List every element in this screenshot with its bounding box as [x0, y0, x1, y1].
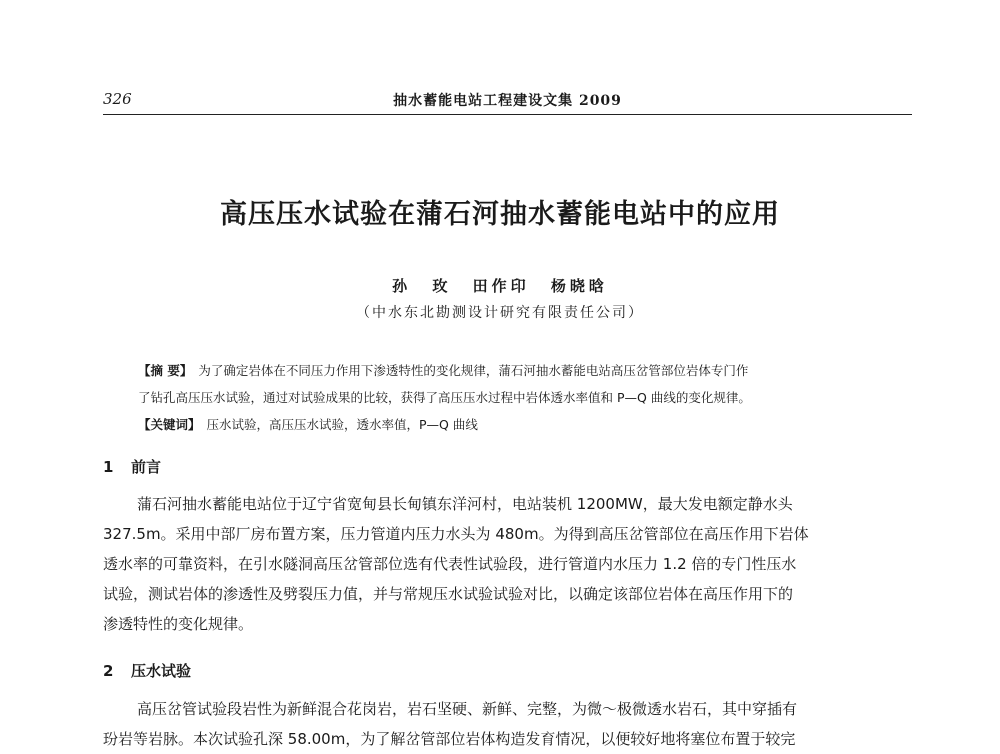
paragraph-line: 327.5m。采用中部厂房布置方案，压力管道内压力水头为 480m。为得到高压岔管部位在高压作用下岩体: [103, 525, 809, 543]
section-title: 压水试验: [131, 662, 192, 680]
article-authors: 孙 玫 田作印 杨晓晗: [392, 277, 608, 295]
paragraph-line: 蒲石河抽水蓄能电站位于辽宁省宽甸县长甸镇东洋河村，电站装机 1200MW，最大发电额定静水头: [137, 495, 793, 513]
page-number: 326: [103, 90, 132, 108]
section-paragraph-introduction: [103, 489, 915, 639]
section-title: 前言: [131, 458, 162, 476]
abstract-block: [138, 357, 898, 438]
section-number: 2: [103, 662, 114, 680]
running-header: [103, 88, 912, 115]
abstract-text-line-2: 了钻孔高压压水试验，通过对试验成果的比较，获得了高压压水过程中岩体透水率值和 P—Q 曲线的变化规律。: [138, 390, 751, 405]
keywords-line: [138, 411, 898, 438]
paragraph-line: 玢岩等岩脉。本次试验孔深 58.00m，为了解岔管部位岩体构造发育情况，以便较好地将塞位布置于较完: [103, 730, 796, 748]
keywords-text: 压水试验，高压压水试验，透水率值，P—Q 曲线: [206, 417, 478, 432]
section-heading-introduction: [103, 456, 161, 477]
article-title: 高压压水试验在蒲石河抽水蓄能电站中的应用: [220, 199, 780, 230]
section-paragraph-water-pressure-test: [103, 694, 915, 754]
keywords-label: 【关键词】: [138, 417, 201, 432]
abstract-text-line-1: 为了确定岩体在不同压力作用下渗透特性的变化规律，蒲石河抽水蓄能电站高压岔管部位岩体专门作: [198, 363, 749, 378]
abstract-label: 【摘 要】: [138, 363, 193, 378]
section-number: 1: [103, 458, 114, 476]
abstract-line: [138, 384, 898, 411]
paragraph-line: 高压岔管试验段岩性为新鲜混合花岗岩，岩石坚硬、新鲜、完整，为微～极微透水岩石，其中穿插有: [137, 700, 798, 718]
journal-title: 抽水蓄能电站工程建设文集 2009: [393, 93, 622, 109]
article-affiliation: （中水东北勘测设计研究有限责任公司）: [356, 305, 644, 321]
section-heading-water-pressure-test: [103, 660, 191, 681]
abstract-line: [138, 357, 898, 384]
paragraph-line: 渗透特性的变化规律。: [103, 615, 254, 633]
paragraph-line: 试验，测试岩体的渗透性及劈裂压力值，并与常规压水试验试验对比，以确定该部位岩体在高压作用下的: [103, 585, 794, 603]
paragraph-line: 透水率的可靠资料，在引水隧洞高压岔管部位选有代表性试验段，进行管道内水压力 1.2 倍的专门性压水: [103, 555, 797, 573]
